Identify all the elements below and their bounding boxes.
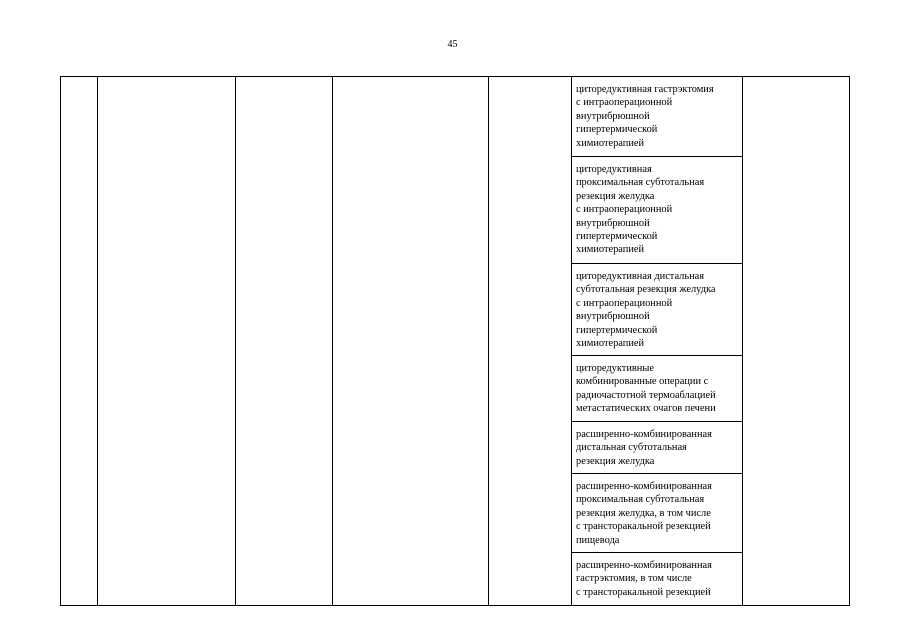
procedure-cell: циторедуктивная дистальная субтотальная резекция желудка с интраоперационной внутрибрюшной гипертермической химиотерапией <box>576 271 716 350</box>
column-divider <box>235 77 236 605</box>
procedure-cell: расширенно-комбинированная проксимальная субтотальная резекция желудка, в том числе с трансторакальной резекцией пищевода <box>576 481 712 546</box>
procedure-column <box>572 77 742 605</box>
procedure-cell: расширенно-комбинированная дистальная субтотальная резекция желудка <box>576 429 712 467</box>
column-divider <box>742 77 743 605</box>
procedure-cell: расширенно-комбинированная гастрэктомия, в том числе с трансторакальной резекцией <box>576 560 712 598</box>
column-divider <box>332 77 333 605</box>
procedure-cell: циторедуктивная проксимальная субтотальная резекция желудка с интраоперационной внутрибрюшной гипертермической химиотерапией <box>576 164 705 256</box>
procedure-cell: циторедуктивные комбинированные операции с радиочастотной термоаблацией метастатических очагов печени <box>576 363 716 415</box>
procedures-table <box>60 76 850 606</box>
column-divider <box>97 77 98 605</box>
page-number: 45 <box>447 39 458 50</box>
procedure-cell: циторедуктивная гастрэктомия с интраоперационной внутрибрюшной гипертермической химиотерапией <box>576 84 714 149</box>
column-divider <box>488 77 489 605</box>
